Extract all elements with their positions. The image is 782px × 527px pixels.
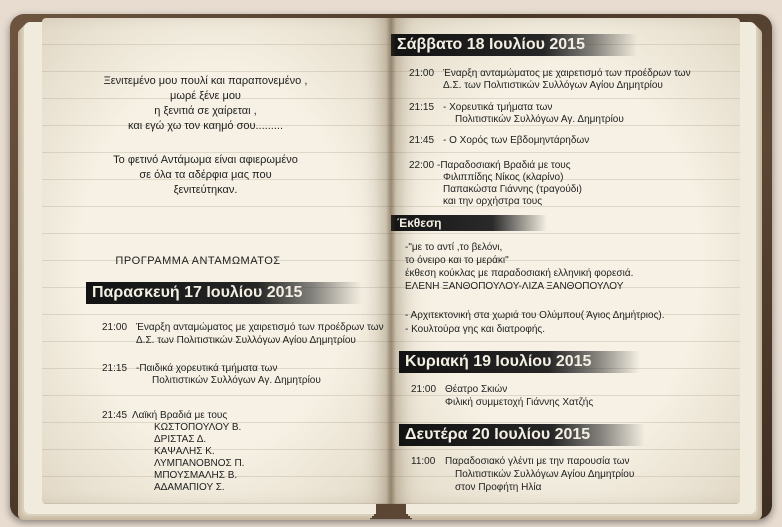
poem-line: η ξενιτιά σε χαίρεται , [154,105,257,117]
friday-event-2-line: -Παιδικά χορευτικά τμήματα των [136,363,278,374]
saturday-event-2-time: 21:15 [409,102,435,113]
friday-heading: Παρασκευή 17 Ιουλίου 2015 [86,282,362,304]
exhibition-extra: - Κουλτούρα γης και διατροφής. [405,324,546,335]
performer-name: ΜΠΟΥΣΜΑΛΗΣ Β. [154,470,238,481]
performer-name: ΔΡΙΣΤΑΣ Δ. [154,434,207,445]
dedication-line: ξενιτεύτηκαν. [173,184,238,196]
sunday-line: Φιλική συμμετοχή Γιάννης Χατζής [445,397,594,408]
saturday-event-4-time: 22:00 [409,160,435,171]
saturday-heading: Σάββατο 18 Ιουλίου 2015 [391,34,637,56]
performer-name: ΚΑΨΑΛΗΣ Κ. [154,446,215,457]
left-page [42,18,391,504]
monday-line: Παραδοσιακό γλέντι με την παρουσία των [445,456,630,467]
monday-time: 11:00 [411,456,436,467]
poem-line: και εγώ χω τον καημό σου......... [127,120,284,132]
monday-heading: Δευτέρα 20 Ιουλίου 2015 [399,424,645,446]
sunday-line: Θέατρο Σκιών [445,384,508,395]
performer-name: ΚΩΣΤΟΠΟΥΛΟΥ Β. [154,422,242,433]
performer-name: ΛΥΜΠΑΝΟΒΝΟΣ Π. [154,458,245,469]
friday-event-2-time: 21:15 [102,363,128,374]
saturday-performer: και την ορχήστρα τους [443,196,543,207]
friday-event-1-line: Δ.Σ. των Πολιτιστικών Συλλόγων Αγίου Δημητρίου [136,335,356,346]
dedication-line: Το φετινό Αντάμωμα είναι αφιερωμένο [113,154,298,166]
exhibition-line: έκθεση κούκλας με παραδοσιακή ελληνική φορεσιά. [405,268,634,279]
exhibition-extra: - Αρχιτεκτονική στα χωριά του Ολύμπου( Άγιος Δημήτριος). [405,310,665,321]
saturday-event-3-time: 21:45 [409,135,435,146]
saturday-event-4-line: -Παραδοσιακή Βραδιά με τους [437,160,571,171]
poem-line: μωρέ ξένε μου [170,90,241,102]
friday-event-3-line: Λαϊκή Βραδιά με τους [132,410,228,421]
saturday-event-1-line: Δ.Σ. των Πολιτιστικών Συλλόγων Αγίου Δημητρίου [443,80,663,91]
exhibition-line: -"με το αντί ,το βελόνι, [405,242,503,253]
saturday-performer: Παπακώστα Γιάννης (τραγούδι) [443,184,582,195]
program-title: ΠΡΟΓΡΑΜΜΑ ΑΝΤΑΜΩΜΑΤΟΣ [115,255,281,267]
right-page [391,18,740,504]
exhibition-line: ΕΛΕΝΗ ΞΑΝΘΟΠΟΥΛΟΥ-ΛΙΖΑ ΞΑΝΘΟΠΟΥΛΟΥ [405,281,624,292]
poem-line: Ξενιτεμένο μου πουλί και παραπονεμένο , [103,75,308,87]
monday-line: στον Προφήτη Ηλία [455,482,542,493]
exhibition-heading: Έκθεση [391,215,547,231]
saturday-event-3-line: - Ο Χορός των Εβδομηντάρηδων [443,135,590,146]
sunday-heading: Κυριακή 19 Ιουλίου 2015 [399,351,640,373]
sunday-time: 21:00 [411,384,437,395]
saturday-event-1-line: Έναρξη ανταμώματος με χαιρετισμό των προέδρων των [443,68,691,79]
saturday-event-2-line: - Χορευτικά τμήματα των [443,102,553,113]
friday-event-3-time: 21:45 [102,410,128,421]
poem [42,74,369,134]
exhibition-line: το όνειρο και το μεράκι" [405,255,509,266]
saturday-performer: Φιλιππίδης Νίκος (κλαρίνο) [443,172,564,183]
friday-event-1-time: 21:00 [102,322,128,333]
dedication [42,153,369,198]
dedication-line: σε όλα τα αδέρφια μας που [139,169,272,181]
saturday-event-1-time: 21:00 [409,68,435,79]
friday-event-2-line: Πολιτιστικών Συλλόγων Αγ. Δημητρίου [152,375,321,386]
book-spine [386,18,396,504]
saturday-event-2-line: Πολιτιστικών Συλλόγων Αγ. Δημητρίου [455,114,624,125]
friday-event-1-line: Έναρξη ανταμώματος με χαιρετισμό των προέδρων των [136,322,384,333]
performer-name: ΑΔΑΜΑΠΙΟΥ Σ. [154,482,225,493]
monday-line: Πολιτιστικών Συλλόγων Αγίου Δημητρίου [455,469,635,480]
